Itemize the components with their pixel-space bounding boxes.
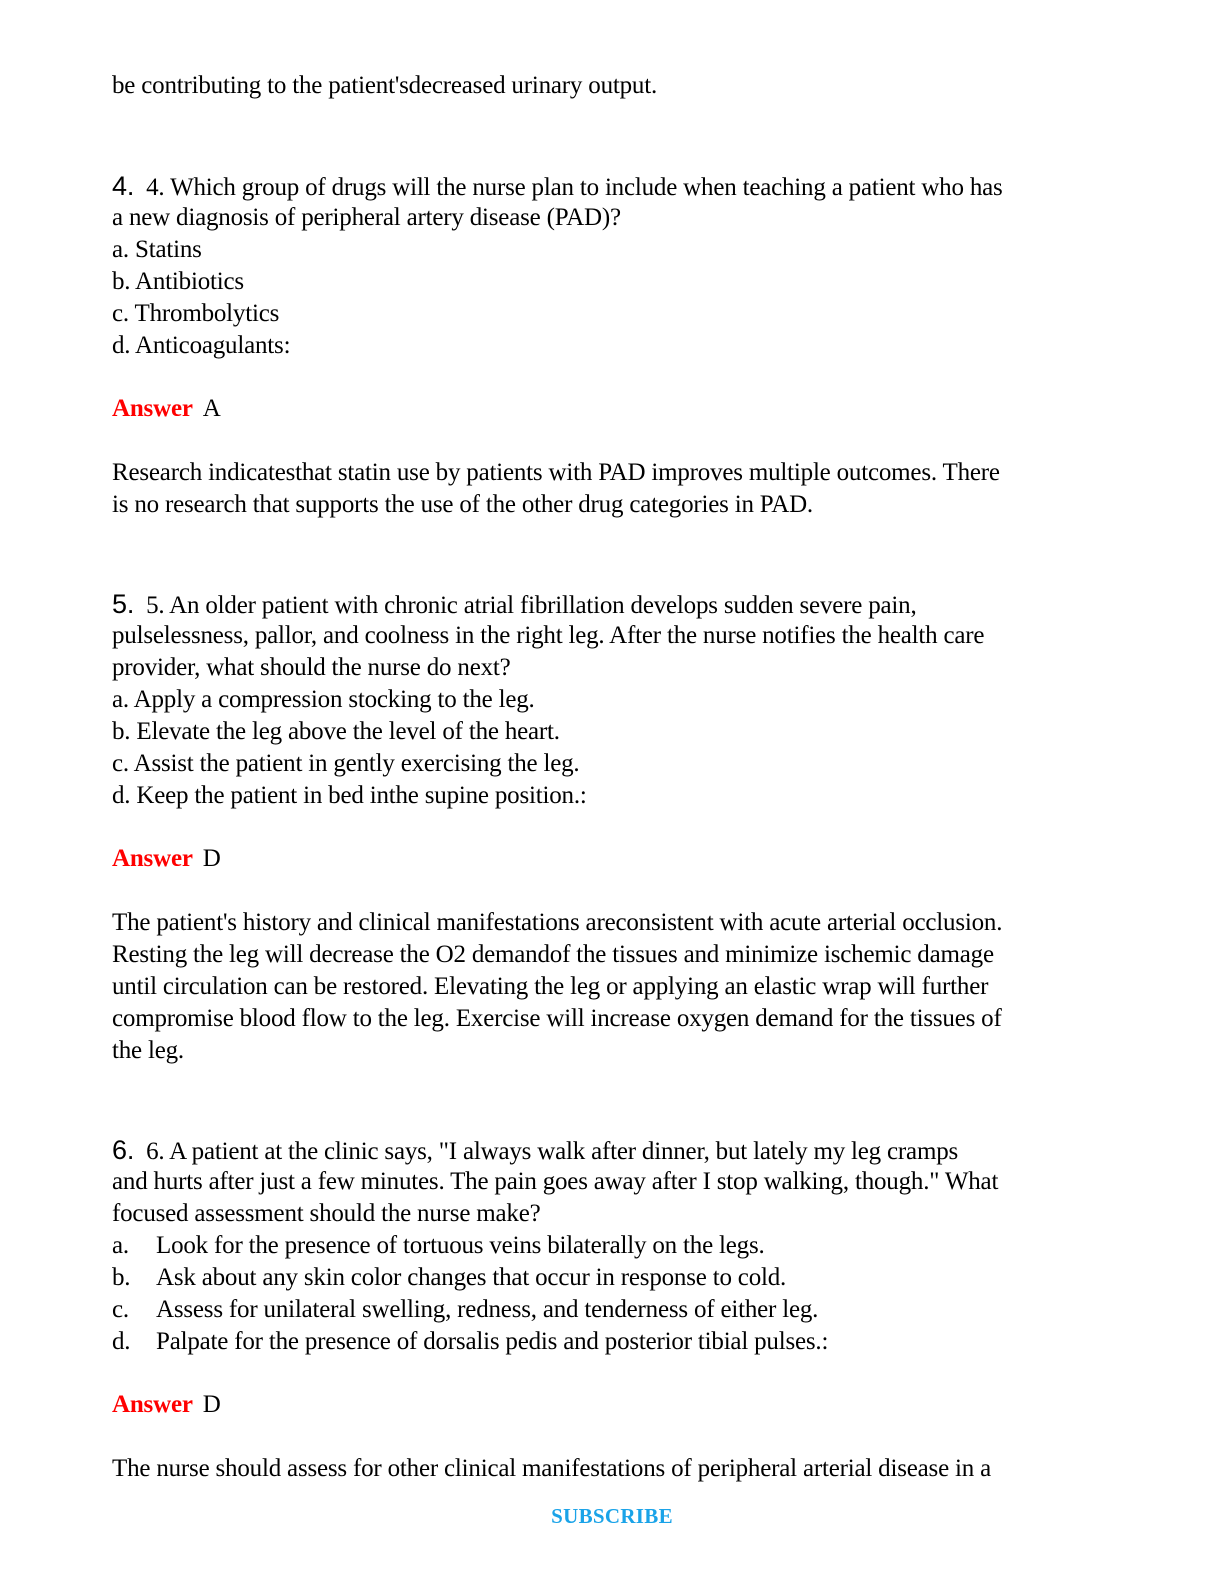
- subscribe-link[interactable]: SUBSCRIBE: [551, 1504, 673, 1528]
- rationale-line: Resting the leg will decrease the O2 demandof the tissues and minimize ischemic damage: [112, 941, 994, 968]
- answer-line: [112, 843, 221, 875]
- option-text: Palpate for the presence of dorsalis pedis and posterior tibial pulses.:: [156, 1328, 829, 1355]
- option-d: d. Keep the patient in bed inthe supine position.:: [112, 782, 587, 809]
- question-number: 4.: [112, 171, 135, 201]
- question-stem-line: pulselessness, pallor, and coolness in the right leg. After the nurse notifies the health care: [112, 622, 985, 649]
- answer-line: [112, 1389, 221, 1421]
- question-stem-text: 6. A patient at the clinic says, "I always walk after dinner, but lately my leg cramps: [146, 1138, 959, 1165]
- option-text: Ask about any skin color changes that occur in response to cold.: [156, 1264, 787, 1291]
- answer-value: A: [202, 395, 221, 422]
- rationale-line: The patient's history and clinical manifestations areconsistent with acute arterial occlusion.: [112, 909, 1003, 936]
- rationale-line: compromise blood flow to the leg. Exercise will increase oxygen demand for the tissues of: [112, 1005, 1002, 1032]
- answer-value: D: [202, 1391, 221, 1418]
- rationale-line: The nurse should assess for other clinical manifestations of peripheral arterial disease in a: [112, 1455, 992, 1482]
- question-stem-line: [112, 588, 917, 622]
- answer-label: Answer: [112, 1391, 193, 1418]
- rationale-line: until circulation can be restored. Elevating the leg or applying an elastic wrap will further: [112, 973, 989, 1000]
- question-stem-line: focused assessment should the nurse make?: [112, 1200, 541, 1227]
- option-text: Assess for unilateral swelling, redness, and tenderness of either leg.: [156, 1296, 819, 1323]
- option-letter: a.: [112, 1232, 129, 1259]
- answer-line: [112, 393, 221, 425]
- rationale-line: is no research that supports the use of the other drug categories in PAD.: [112, 491, 813, 518]
- option-text: Look for the presence of tortuous veins bilaterally on the legs.: [156, 1232, 765, 1259]
- option-a: a. Apply a compression stocking to the leg.: [112, 686, 535, 713]
- option-b: [112, 1262, 786, 1294]
- option-a: a. Statins: [112, 236, 202, 263]
- question-stem-line: [112, 1134, 958, 1168]
- option-a: [112, 1230, 765, 1262]
- option-c: [112, 1294, 818, 1326]
- question-number: 6.: [112, 1135, 135, 1165]
- continuation-text: be contributing to the patient'sdecreased urinary output.: [112, 72, 658, 99]
- question-stem-text: 4. Which group of drugs will the nurse plan to include when teaching a patient who has: [146, 174, 1003, 201]
- question-stem-line: [112, 170, 1003, 204]
- option-d: d. Anticoagulants:: [112, 332, 291, 359]
- option-letter: c.: [112, 1296, 129, 1323]
- question-stem-line: provider, what should the nurse do next?: [112, 654, 511, 681]
- question-stem-text: 5. An older patient with chronic atrial fibrillation develops sudden severe pain,: [146, 592, 917, 619]
- answer-label: Answer: [112, 845, 193, 872]
- question-stem-line: a new diagnosis of peripheral artery disease (PAD)?: [112, 204, 621, 231]
- option-c: c. Thrombolytics: [112, 300, 280, 327]
- question-stem-line: and hurts after just a few minutes. The pain goes away after I stop walking, though." What: [112, 1168, 999, 1195]
- rationale-line: the leg.: [112, 1037, 184, 1064]
- option-b: b. Elevate the leg above the level of the heart.: [112, 718, 560, 745]
- option-letter: b.: [112, 1264, 131, 1291]
- option-c: c. Assist the patient in gently exercising the leg.: [112, 750, 580, 777]
- option-d: [112, 1326, 828, 1358]
- rationale-line: Research indicatesthat statin use by patients with PAD improves multiple outcomes. There: [112, 459, 1000, 486]
- question-number: 5.: [112, 589, 135, 619]
- option-letter: d.: [112, 1328, 131, 1355]
- option-b: b. Antibiotics: [112, 268, 244, 295]
- answer-value: D: [202, 845, 221, 872]
- answer-label: Answer: [112, 395, 193, 422]
